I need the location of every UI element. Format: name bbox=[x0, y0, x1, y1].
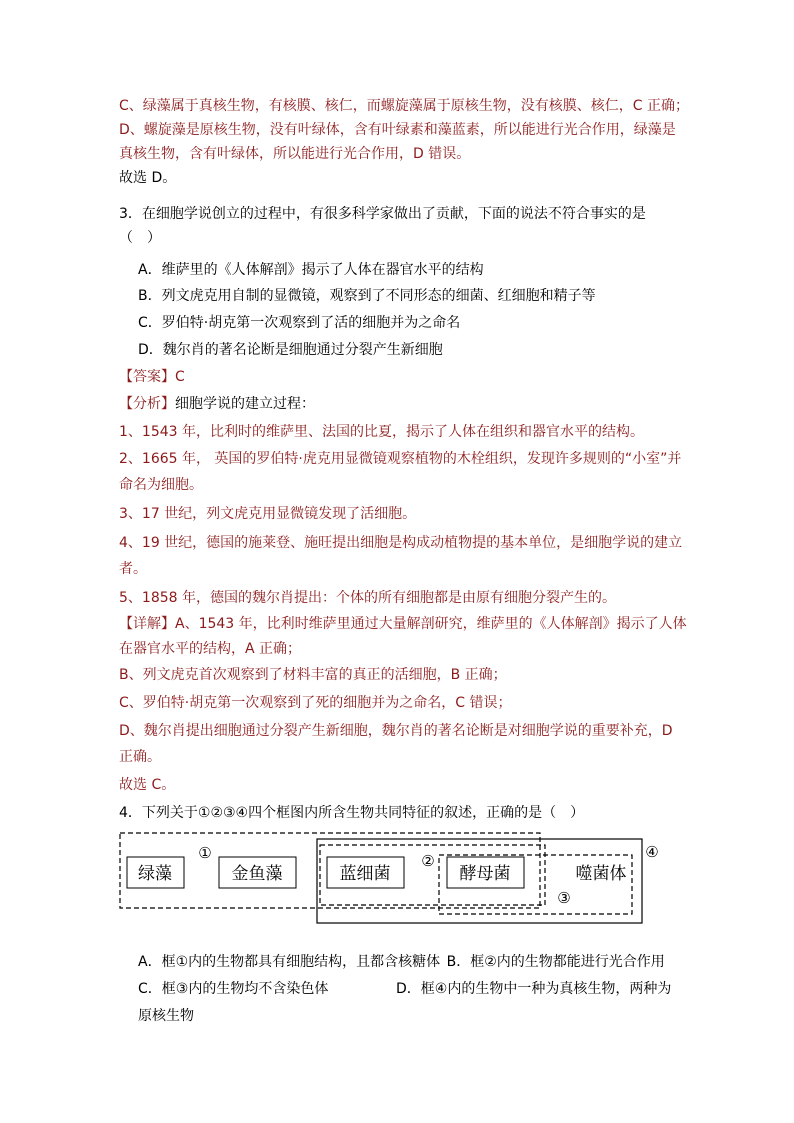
text-line: D、螺旋藻是原核生物，没有叶绿体，含有叶绿素和藻蓝素，所以能进行光合作用，绿藻是 bbox=[119, 122, 676, 138]
question-3-bracket: （ ） bbox=[119, 230, 161, 246]
answer-label: 【答案】 bbox=[119, 369, 175, 385]
question-4-stem: 4．下列关于①②③④四个框图内所含生物共同特征的叙述，正确的是（ ） bbox=[119, 805, 585, 821]
organism-label: 噬菌体 bbox=[575, 864, 627, 884]
question-4-options-ab bbox=[138, 951, 678, 973]
detail-item: B、列文虎克首次观察到了材料丰富的真正的活细胞，B 正确； bbox=[119, 667, 507, 683]
question-4-option-d: D．框④内的生物中一种为真核生物，两种为 bbox=[396, 981, 672, 997]
question-4-option-a: A．框①内的生物都具有细胞结构，且都含核糖体 bbox=[138, 954, 441, 970]
text-line: C、绿藻属于真核生物，有核膜、核仁，而螺旋藻属于原核生物，没有核膜、核仁，C 正确； bbox=[119, 98, 689, 114]
analysis-item: 4、19 世纪，德国的施莱登、施旺提出细胞是构成动植物提的基本单位，是细胞学说的建立 bbox=[119, 535, 683, 551]
question-3-option-a: A．维萨里的《人体解剖》揭示了人体在器官水平的结构 bbox=[138, 262, 484, 278]
detail-item: C、罗伯特·胡克第一次观察到了死的细胞并为之命名，C 错误； bbox=[119, 695, 512, 711]
detail-line bbox=[119, 613, 687, 635]
marker-3: ③ bbox=[557, 889, 571, 907]
analysis-item: 2、1665 年， 英国的罗伯特·虎克用显微镜观察植物的木栓组织，发现许多规则的“小室”并 bbox=[119, 451, 682, 467]
question-3-option-c: C．罗伯特·胡克第一次观察到了活的细胞并为之命名 bbox=[138, 315, 461, 331]
text-line: 故选 D。 bbox=[119, 170, 177, 186]
detail-item: 故选 C。 bbox=[119, 777, 176, 793]
question-3-option-b: B．列文虎克用自制的显微镜，观察到了不同形态的细菌、红细胞和精子等 bbox=[138, 288, 596, 304]
answer-value: C bbox=[175, 369, 185, 385]
question-4-option-d-cont: 原核生物 bbox=[138, 1008, 194, 1024]
analysis-item: 5、1858 年，德国的魏尔肖提出：个体的所有细胞都是由原有细胞分裂产生的。 bbox=[119, 590, 616, 606]
question-3-option-d: D．魏尔肖的著名论断是细胞通过分裂产生新细胞 bbox=[138, 342, 443, 358]
organism-label: 金鱼藻 bbox=[231, 864, 283, 884]
question-4-options-cd bbox=[138, 978, 678, 1000]
marker-2: ② bbox=[421, 852, 435, 870]
detail-text: A、1543 年，比利时维萨里通过大量解剖研究，维萨里的《人体解剖》揭示了人体 bbox=[175, 616, 687, 632]
organism-label: 蓝细菌 bbox=[339, 864, 391, 884]
marker-1: ① bbox=[198, 844, 212, 862]
question-4-option-b: B．框②内的生物都能进行光合作用 bbox=[446, 954, 665, 970]
analysis-item: 命名为细胞。 bbox=[119, 477, 203, 493]
detail-item: 正确。 bbox=[119, 749, 161, 765]
analysis-item: 3、17 世纪，列文虎克用显微镜发现了活细胞。 bbox=[119, 506, 417, 522]
analysis-line bbox=[119, 393, 679, 415]
answer-line bbox=[119, 366, 679, 388]
organism-label: 绿藻 bbox=[138, 864, 172, 884]
organism-label: 酵母菌 bbox=[459, 864, 511, 884]
box-diagram bbox=[119, 828, 667, 926]
analysis-label: 【分析】 bbox=[119, 396, 175, 412]
analysis-item: 1、1543 年，比利时的维萨里、法国的比夏，揭示了人体在组织和器官水平的结构。 bbox=[119, 424, 644, 440]
question-4-option-c: C．框③内的生物均不含染色体 bbox=[138, 981, 329, 997]
text-line: 真核生物，含有叶绿体，所以能进行光合作用，D 错误。 bbox=[119, 146, 471, 162]
detail-item: 在器官水平的结构，A 正确； bbox=[119, 641, 302, 657]
detail-item: D、魏尔肖提出细胞通过分裂产生新细胞，魏尔肖的著名论断是对细胞学说的重要补充，D bbox=[119, 723, 673, 739]
marker-4: ④ bbox=[645, 843, 659, 861]
box-diagram-svg bbox=[119, 828, 667, 926]
analysis-item: 者。 bbox=[119, 561, 147, 577]
analysis-text: 细胞学说的建立过程： bbox=[175, 396, 315, 412]
detail-label: 【详解】 bbox=[119, 616, 175, 632]
question-3-stem: 3．在细胞学说创立的过程中，有很多科学家做出了贡献，下面的说法不符合事实的是 bbox=[119, 206, 646, 222]
